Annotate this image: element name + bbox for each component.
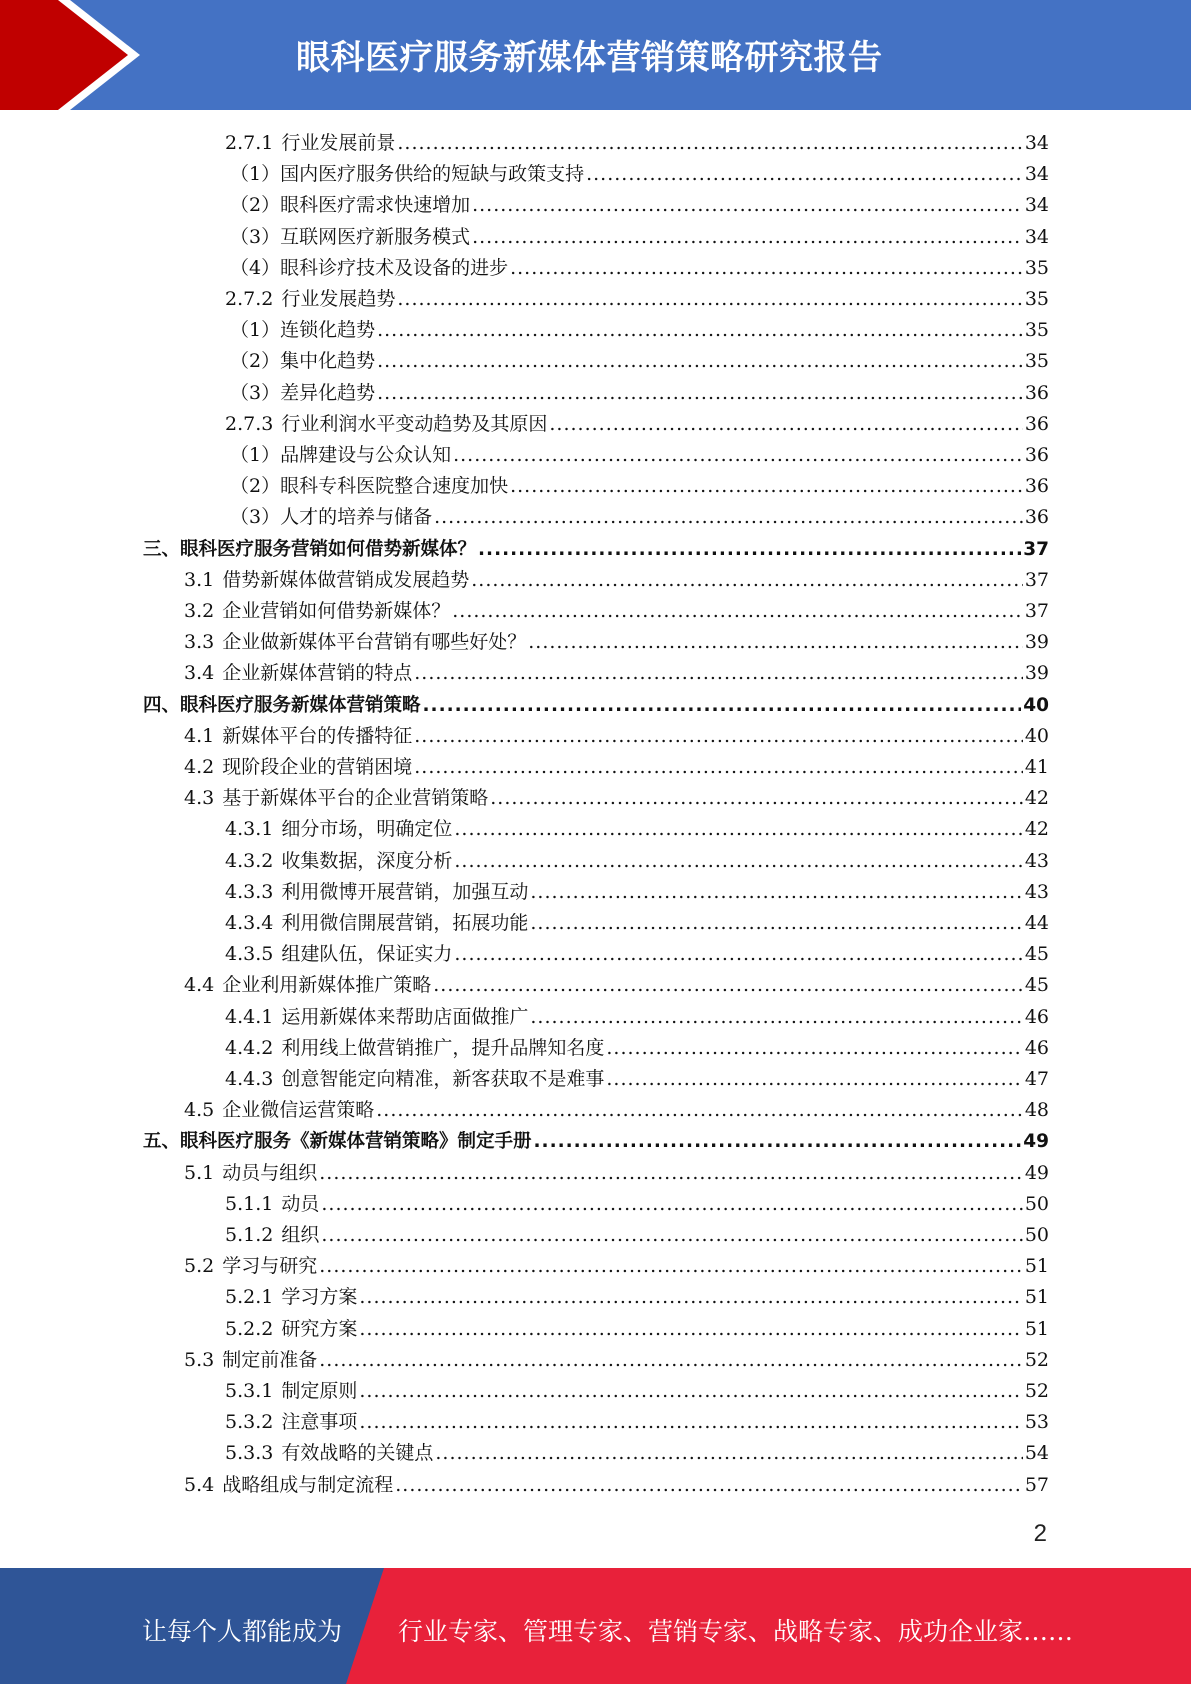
- toc-entry-number: 4.3: [184, 787, 215, 810]
- toc-entry-label: 行业发展趋势: [281, 288, 396, 310]
- toc-entry[interactable]: [225, 1033, 1049, 1064]
- toc-entry[interactable]: [184, 1470, 1049, 1501]
- toc-entry-number: 5.2.2: [225, 1317, 274, 1340]
- toc-entry-page: 37: [1023, 538, 1049, 560]
- toc-leader-dots: [435, 1438, 1022, 1469]
- toc-entry-label: 创意智能定向精准，新客获取不是难事: [281, 1068, 605, 1090]
- report-title: 眼科医疗服务新媒体营销策略研究报告: [296, 38, 883, 78]
- toc-entry[interactable]: [230, 502, 1049, 533]
- toc-entry-number: 4.3.4: [225, 912, 274, 934]
- toc-entry-label: 基于新媒体平台的企业营销策略: [222, 787, 489, 810]
- toc-leader-dots: [321, 1220, 1022, 1251]
- toc-entry-number: 4.4.1: [225, 1005, 274, 1028]
- toc-entry-number: 5.1.1: [225, 1192, 274, 1215]
- toc-entry-number: 4.5: [184, 1099, 215, 1122]
- toc-leader-dots: [359, 1314, 1022, 1345]
- toc-entry-label: 学习方案: [281, 1286, 358, 1309]
- toc-entry-number: 4.4: [184, 974, 215, 997]
- toc-leader-dots: [434, 502, 1023, 533]
- toc-entry[interactable]: [143, 690, 1049, 721]
- toc-entry[interactable]: [225, 908, 1049, 939]
- toc-entry[interactable]: [184, 1158, 1049, 1189]
- toc-entry-number: 3.4: [184, 662, 215, 685]
- toc-entry[interactable]: [184, 658, 1049, 689]
- toc-leader-dots: [510, 471, 1023, 502]
- toc-entry-number: 4.3.2: [225, 849, 274, 872]
- toc-entry-number: 4.1: [184, 724, 215, 747]
- toc-entry-page: 39: [1024, 631, 1049, 654]
- toc-entry-page: 51: [1024, 1286, 1049, 1309]
- toc-entry-label: 三、眼科医疗服务营销如何借势新媒体？: [143, 538, 477, 560]
- toc-leader-dots: [319, 1345, 1023, 1376]
- page-footer: [0, 1568, 1191, 1684]
- toc-entry-number: 3.2: [184, 600, 215, 622]
- toc-entry[interactable]: [184, 752, 1049, 783]
- toc-leader-dots: [397, 284, 1022, 315]
- toc-entry-page: 46: [1024, 1036, 1049, 1059]
- toc-entry-label: 利用微博开展营销，加强互动: [281, 880, 529, 903]
- toc-entry-label: （3）互联网医疗新服务模式: [230, 225, 471, 248]
- toc-entry[interactable]: [230, 471, 1049, 502]
- toc-entry-page: 36: [1024, 381, 1049, 404]
- toc-entry-label: 收集数据，深度分析: [281, 849, 453, 872]
- toc-entry-label: （3）人才的培养与储备: [230, 506, 433, 529]
- toc-entry-label: 细分市场，明确定位: [281, 818, 453, 841]
- toc-entry[interactable]: [184, 783, 1049, 814]
- toc-entry-number: 4.2: [184, 756, 215, 778]
- toc-entry[interactable]: [230, 440, 1049, 471]
- page-number: 2: [1033, 1520, 1047, 1547]
- toc-entry-label: 四、眼科医疗服务新媒体营销策略: [143, 694, 421, 716]
- toc-leader-dots: [606, 1064, 1022, 1095]
- toc-entry-number: 5.2.1: [225, 1286, 274, 1309]
- toc-entry-page: 47: [1024, 1068, 1049, 1090]
- toc-entry-page: 35: [1024, 256, 1049, 279]
- toc-entry-label: 有效战略的关键点: [281, 1442, 434, 1465]
- toc-leader-dots: [534, 1126, 1022, 1157]
- toc-entry-page: 35: [1024, 288, 1049, 310]
- toc-leader-dots: [359, 1282, 1022, 1313]
- toc-entry-page: 57: [1024, 1473, 1049, 1496]
- toc-entry-page: 49: [1023, 1131, 1049, 1153]
- toc-entry[interactable]: [184, 1345, 1049, 1376]
- toc-leader-dots: [377, 378, 1023, 409]
- toc-leader-dots: [530, 877, 1022, 908]
- toc-entry-number: 5.1.2: [225, 1224, 274, 1246]
- toc-entry[interactable]: [225, 939, 1049, 970]
- toc-entry-page: 50: [1024, 1224, 1049, 1246]
- toc-entry-label: 动员与组织: [222, 1161, 318, 1184]
- toc-entry[interactable]: [225, 1189, 1049, 1220]
- toc-entry-label: （2）集中化趋势: [230, 350, 376, 373]
- toc-leader-dots: [528, 627, 1023, 658]
- toc-entry-page: 42: [1024, 818, 1049, 841]
- toc-entry-page: 49: [1024, 1161, 1049, 1184]
- toc-entry[interactable]: [225, 284, 1049, 315]
- toc-entry[interactable]: [225, 1064, 1049, 1095]
- toc-entry-page: 51: [1024, 1317, 1049, 1340]
- toc-entry-page: 36: [1024, 475, 1049, 498]
- toc-entry[interactable]: [230, 346, 1049, 377]
- toc-entry-label: 利用线上做营销推广，提升品牌知名度: [281, 1036, 605, 1059]
- toc-entry-page: 41: [1024, 756, 1049, 778]
- toc-entry[interactable]: [143, 1126, 1049, 1157]
- toc-entry-label: 现阶段企业的营销困境: [222, 756, 413, 778]
- toc-leader-dots: [490, 783, 1023, 814]
- toc-entry-page: 34: [1024, 132, 1049, 154]
- toc-leader-dots: [510, 253, 1023, 284]
- toc-entry-page: 45: [1024, 943, 1049, 966]
- toc-entry-label: 企业新媒体营销的特点: [222, 662, 413, 685]
- toc-entry[interactable]: [225, 1002, 1049, 1033]
- toc-leader-dots: [454, 939, 1022, 970]
- toc-entry-number: 5.3.1: [225, 1380, 274, 1402]
- toc-entry-page: 51: [1024, 1255, 1049, 1278]
- toc-entry-label: 企业营销如何借势新媒体？: [222, 600, 451, 622]
- toc-leader-dots: [397, 128, 1022, 159]
- toc-entry-label: 组织: [281, 1224, 320, 1246]
- toc-entry-label: （4）眼科诊疗技术及设备的进步: [230, 256, 509, 279]
- toc-entry-page: 40: [1023, 694, 1049, 716]
- toc-entry-label: （2）眼科医疗需求快速增加: [230, 194, 471, 217]
- toc-leader-dots: [414, 721, 1023, 752]
- toc-entry-label: （1）连锁化趋势: [230, 319, 376, 342]
- toc-entry-label: （1）品牌建设与公众认知: [230, 444, 452, 466]
- toc-entry-label: （2）眼科专科医院整合速度加快: [230, 475, 509, 498]
- toc-entry[interactable]: [225, 128, 1049, 159]
- toc-leader-dots: [319, 1251, 1023, 1282]
- toc-leader-dots: [453, 440, 1023, 471]
- toc-entry-page: 37: [1024, 568, 1049, 591]
- toc-entry-label: 研究方案: [281, 1317, 358, 1340]
- toc-entry-label: 企业做新媒体平台营销有哪些好处？: [222, 631, 527, 654]
- toc-entry[interactable]: [230, 253, 1049, 284]
- toc-leader-dots: [377, 315, 1023, 346]
- toc-entry-number: 2.7.3: [225, 412, 274, 435]
- toc-entry-label: （3）差异化趋势: [230, 381, 376, 404]
- toc-entry[interactable]: [230, 315, 1049, 346]
- toc-entry-page: 37: [1024, 600, 1049, 622]
- toc-entry[interactable]: [225, 877, 1049, 908]
- toc-entry[interactable]: [225, 846, 1049, 877]
- toc-entry-page: 50: [1024, 1192, 1049, 1215]
- footer-slogan-left: 让每个人都能成为: [142, 1617, 343, 1646]
- toc-leader-dots: [454, 846, 1022, 877]
- toc-entry-number: 4.3.1: [225, 818, 274, 841]
- toc-entry-number: 5.3.3: [225, 1442, 274, 1465]
- toc-entry[interactable]: [230, 190, 1049, 221]
- toc-entry-page: 40: [1024, 724, 1049, 747]
- toc-entry[interactable]: [184, 1095, 1049, 1126]
- toc-leader-dots: [414, 658, 1023, 689]
- toc-entry-number: 2.7.2: [225, 288, 274, 310]
- toc-entry-label: 制定前准备: [222, 1348, 318, 1371]
- toc-leader-dots: [530, 908, 1022, 939]
- toc-entry[interactable]: [230, 378, 1049, 409]
- toc-entry[interactable]: [184, 970, 1049, 1001]
- toc-entry-page: 54: [1024, 1442, 1049, 1465]
- toc-leader-dots: [452, 596, 1023, 627]
- toc-leader-dots: [414, 752, 1023, 783]
- toc-entry-label: 新媒体平台的传播特征: [222, 724, 413, 747]
- toc-leader-dots: [454, 814, 1022, 845]
- toc-entry-label: 组建队伍，保证实力: [281, 943, 453, 966]
- toc-entry-label: 动员: [281, 1192, 320, 1215]
- toc-entry-number: 4.3.3: [225, 880, 274, 903]
- toc-entry-label: 制定原则: [281, 1380, 358, 1402]
- toc-entry-label: 注意事项: [281, 1411, 358, 1434]
- toc-leader-dots: [359, 1376, 1022, 1407]
- toc-entry[interactable]: [143, 534, 1049, 565]
- page-header: [0, 0, 1191, 110]
- toc-entry-page: 52: [1024, 1380, 1049, 1402]
- toc-entry[interactable]: [230, 222, 1049, 253]
- toc-leader-dots: [606, 1033, 1022, 1064]
- toc-entry[interactable]: [184, 721, 1049, 752]
- toc-entry[interactable]: [225, 814, 1049, 845]
- toc-entry-page: 34: [1024, 194, 1049, 217]
- toc-entry-label: 行业利润水平变动趋势及其原因: [281, 412, 548, 435]
- toc-entry-page: 34: [1024, 163, 1049, 186]
- toc-entry-label: 企业利用新媒体推广策略: [222, 974, 432, 997]
- toc-entry[interactable]: [184, 627, 1049, 658]
- toc-entry-number: 5.3: [184, 1348, 215, 1371]
- toc-entry-label: 借势新媒体做营销成发展趋势: [222, 568, 470, 591]
- toc-entry-label: 五、眼科医疗服务《新媒体营销策略》制定手册: [143, 1131, 532, 1153]
- toc-entry-page: 35: [1024, 319, 1049, 342]
- toc-entry[interactable]: [225, 1220, 1049, 1251]
- toc-entry-number: 4.4.2: [225, 1036, 274, 1059]
- toc-entry-page: 43: [1024, 849, 1049, 872]
- toc-leader-dots: [377, 346, 1023, 377]
- toc-leader-dots: [395, 1470, 1023, 1501]
- toc-entry-number: 3.1: [184, 568, 215, 591]
- toc-leader-dots: [471, 565, 1023, 596]
- toc-entry-number: 5.2: [184, 1255, 215, 1278]
- toc-entry-page: 42: [1024, 787, 1049, 810]
- toc-entry-number: 5.1: [184, 1161, 215, 1184]
- toc-entry[interactable]: [230, 159, 1049, 190]
- toc-entry-number: 2.7.1: [225, 132, 274, 154]
- toc-entry-page: 39: [1024, 662, 1049, 685]
- toc-entry[interactable]: [225, 409, 1049, 440]
- toc-entry[interactable]: [184, 565, 1049, 596]
- toc-entry-page: 48: [1024, 1099, 1049, 1122]
- toc-entry-page: 36: [1024, 506, 1049, 529]
- toc-entry-page: 46: [1024, 1005, 1049, 1028]
- toc-entry-page: 45: [1024, 974, 1049, 997]
- toc-leader-dots: [472, 222, 1023, 253]
- toc-entry-number: 4.4.3: [225, 1068, 274, 1090]
- toc-entry-label: （1）国内医疗服务供给的短缺与政策支持: [230, 163, 585, 186]
- toc-entry[interactable]: [184, 1251, 1049, 1282]
- toc-entry-page: 44: [1024, 912, 1049, 934]
- toc-entry-label: 企业微信运营策略: [222, 1099, 375, 1122]
- toc-entry-page: 52: [1024, 1348, 1049, 1371]
- footer-slogan-right: 行业专家、管理专家、营销专家、战略专家、成功企业家……: [398, 1617, 1074, 1646]
- toc-entry-page: 53: [1024, 1411, 1049, 1434]
- toc-entry-label: 利用微信開展营销，拓展功能: [281, 912, 529, 934]
- toc-leader-dots: [530, 1002, 1022, 1033]
- toc-entry-page: 43: [1024, 880, 1049, 903]
- toc-entry[interactable]: [225, 1407, 1049, 1438]
- toc-entry[interactable]: [184, 596, 1049, 627]
- toc-entry[interactable]: [225, 1282, 1049, 1313]
- toc-entry[interactable]: [225, 1376, 1049, 1407]
- toc-entry-number: 5.3.2: [225, 1411, 274, 1434]
- toc-leader-dots: [586, 159, 1023, 190]
- toc-leader-dots: [433, 970, 1023, 1001]
- toc-entry-page: 34: [1024, 225, 1049, 248]
- toc-entry-label: 运用新媒体来帮助店面做推广: [281, 1005, 529, 1028]
- toc-entry-page: 36: [1024, 412, 1049, 435]
- toc-entry-number: 5.4: [184, 1473, 215, 1496]
- toc-leader-dots: [478, 534, 1021, 565]
- toc-leader-dots: [319, 1158, 1023, 1189]
- toc-entry-number: 4.3.5: [225, 943, 274, 966]
- toc-leader-dots: [423, 690, 1022, 721]
- toc-entry-label: 行业发展前景: [281, 132, 396, 154]
- toc-leader-dots: [359, 1407, 1022, 1438]
- toc-leader-dots: [321, 1189, 1022, 1220]
- toc-leader-dots: [472, 190, 1023, 221]
- toc-entry-number: 3.3: [184, 631, 215, 654]
- toc-entry[interactable]: [225, 1314, 1049, 1345]
- toc-entry-page: 35: [1024, 350, 1049, 373]
- toc-entry-label: 学习与研究: [222, 1255, 318, 1278]
- toc-entry-label: 战略组成与制定流程: [222, 1473, 394, 1496]
- toc-leader-dots: [549, 409, 1022, 440]
- toc-leader-dots: [376, 1095, 1023, 1126]
- toc-entry[interactable]: [225, 1438, 1049, 1469]
- toc-entry-page: 36: [1024, 444, 1049, 466]
